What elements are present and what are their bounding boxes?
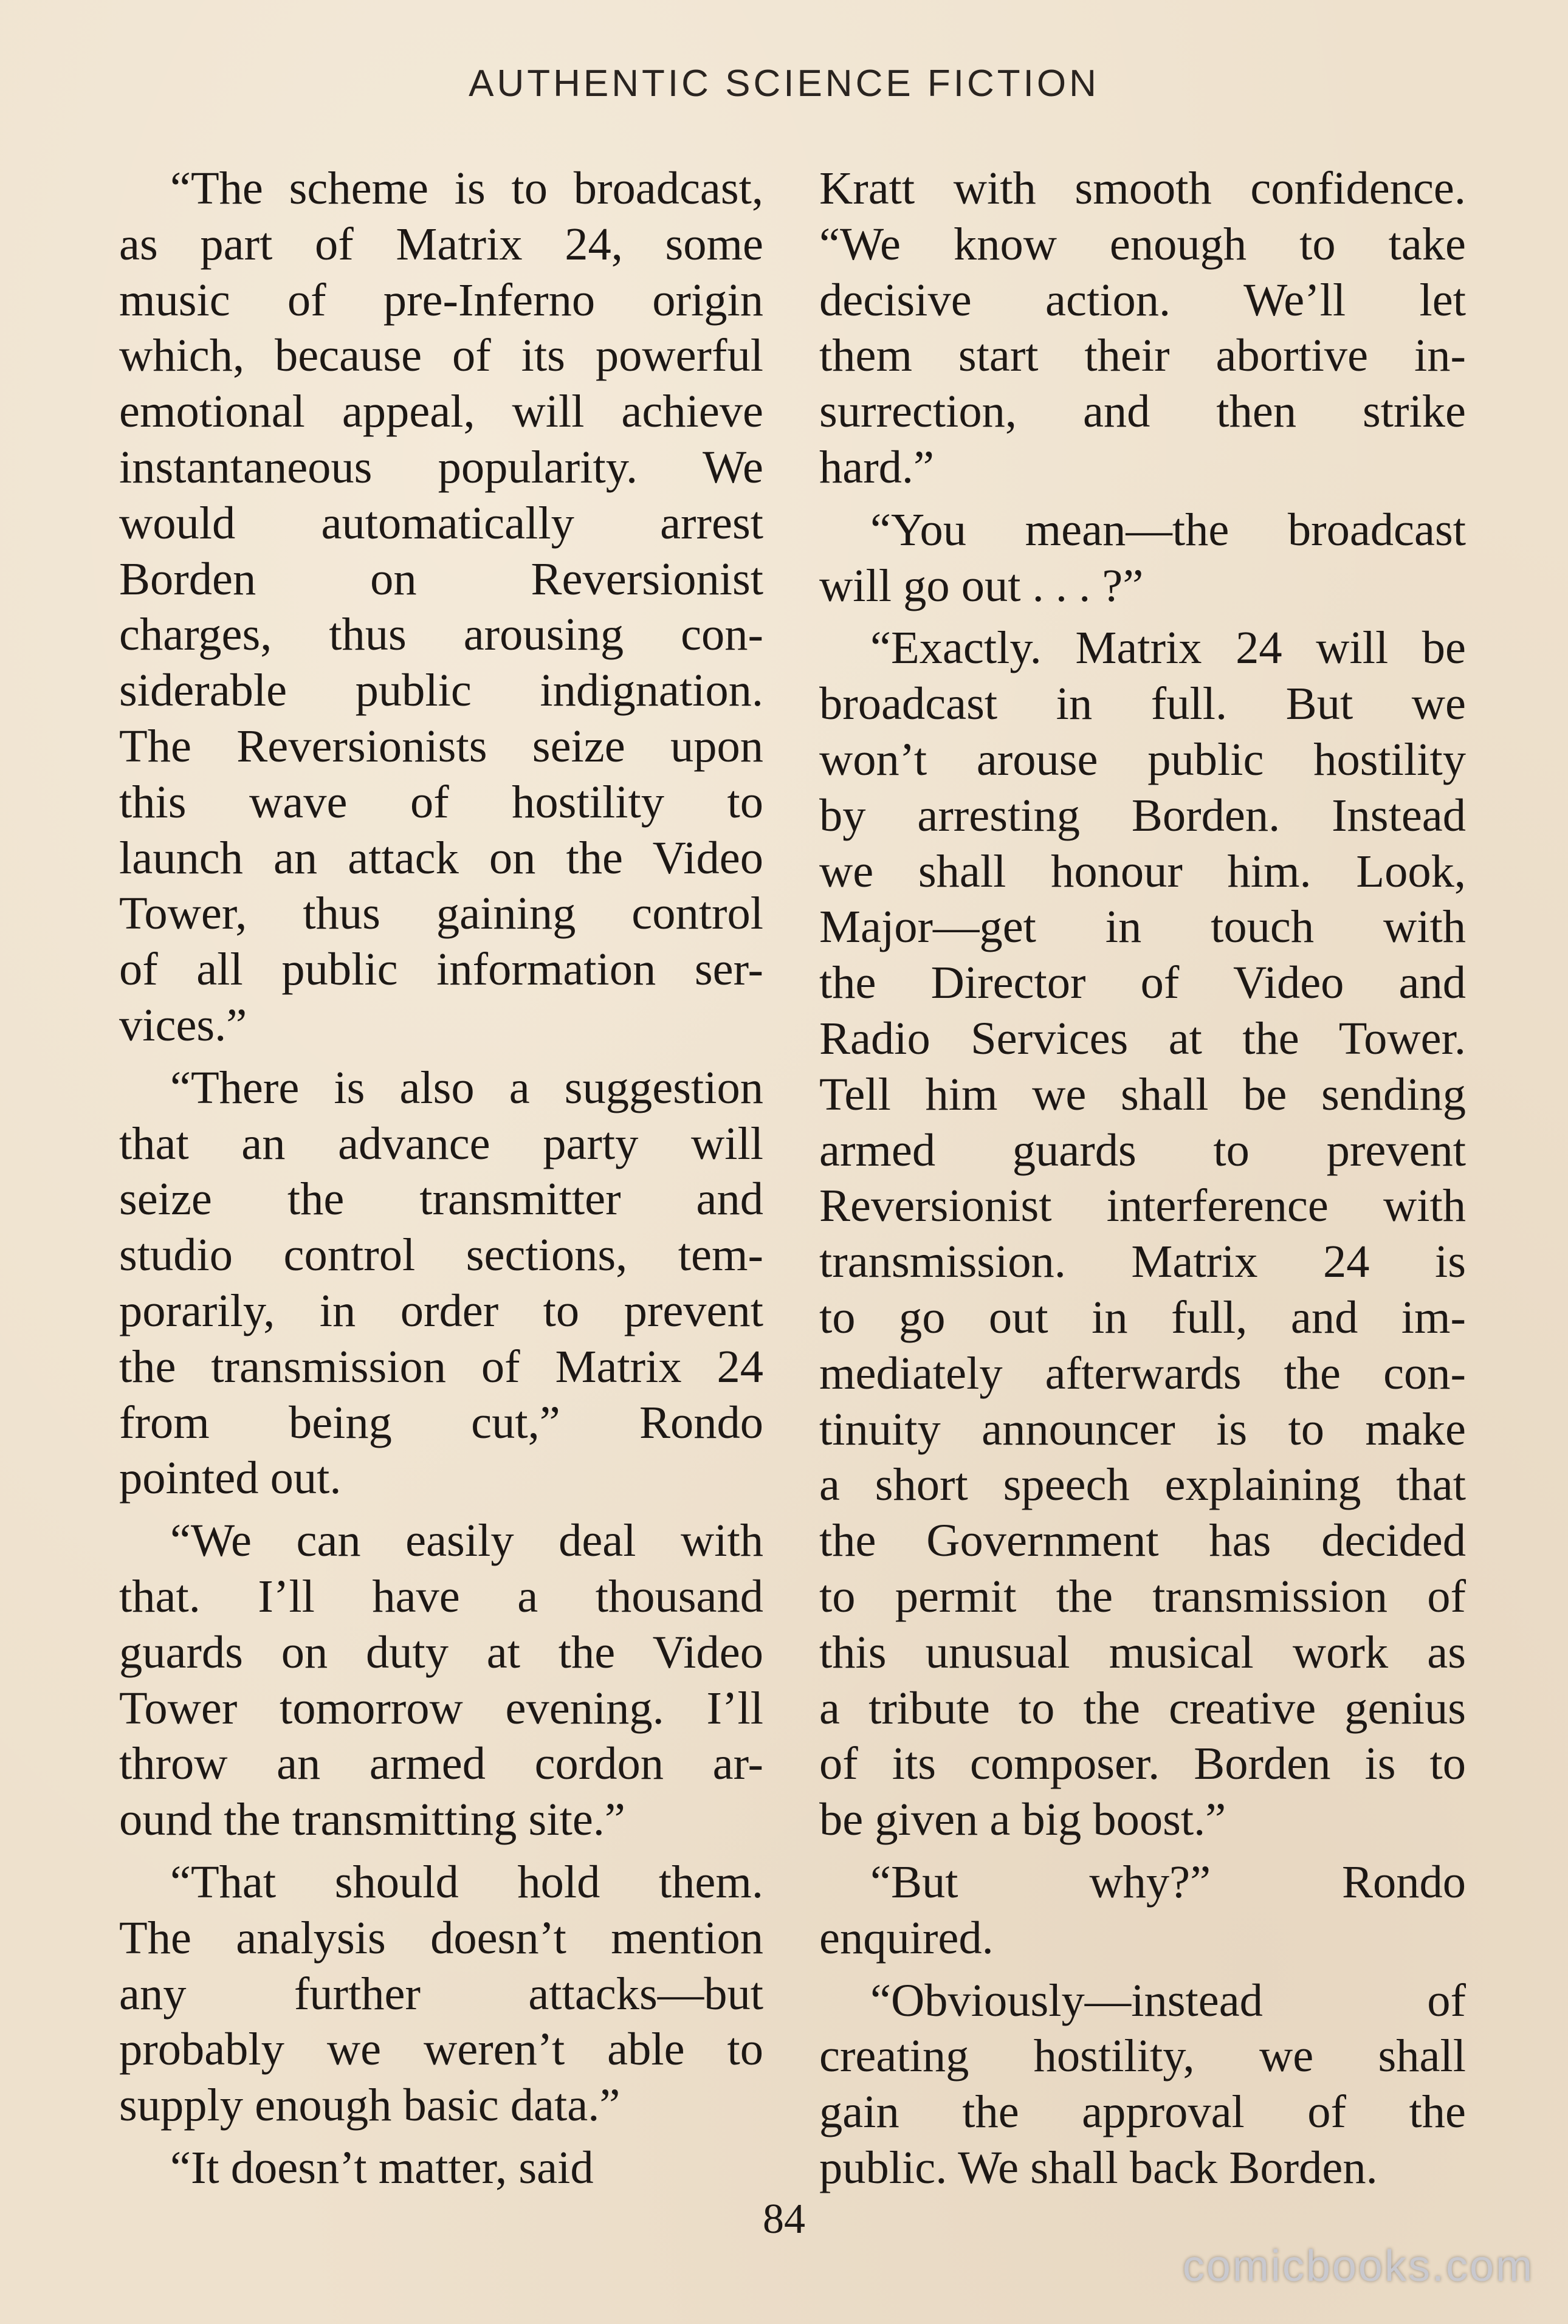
text-line: instantaneous popularity. We [119,441,763,493]
paragraph-gap [819,495,1466,502]
text-line: which, because of its powerful [119,329,763,382]
text-line: the Director of Video and [819,957,1466,1009]
text-line: ound the transmitting site.” [119,1793,625,1846]
text-line: to go out in full, and im- [819,1291,1466,1343]
text-line: decisive action. We’ll let [819,273,1466,326]
text-line: The analysis doesn’t mention [119,1911,763,1964]
text-line: hard.” [819,441,935,493]
text-line: tinuity announcer is to make [819,1403,1466,1455]
text-line: this unusual musical work as [819,1626,1466,1678]
text-line: by arresting Borden. Instead [819,789,1466,841]
text-line: public. We shall back Borden. [819,2141,1378,2193]
text-line: Tower, thus gaining control [119,887,763,940]
text-line: music of pre-Inferno origin [119,273,763,326]
text-line: Kratt with smooth confidence. [819,162,1466,214]
text-line: “We can easily deal with [170,1514,763,1567]
text-line: Tell him we shall be sending [819,1068,1466,1120]
text-line: porarily, in order to prevent [119,1284,763,1336]
paragraph-gap [119,1053,763,1060]
text-line: creating hostility, we shall [819,2030,1466,2082]
text-line: “That should hold them. [170,1855,763,1908]
text-line: The Reversionists seize upon [119,720,763,772]
text-line: “It doesn’t matter, said [170,2141,594,2193]
running-header: AUTHENTIC SCIENCE FICTION [469,63,1099,105]
text-line: “There is also a suggestion [170,1061,763,1113]
text-line: will go out . . . ?” [819,559,1144,611]
text-line: “The scheme is to broadcast, [170,162,763,214]
text-line: surrection, and then strike [819,385,1466,438]
text-line: as part of Matrix 24, some [119,218,763,270]
text-line: a tribute to the creative genius [819,1682,1466,1734]
text-line: enquired. [819,1911,994,1964]
text-line: studio control sections, tem- [119,1229,763,1281]
page-number: 84 [763,2196,805,2243]
text-line: supply enough basic data.” [119,2079,621,2131]
text-column-right [819,160,1466,2196]
text-line: that an advance party will [119,1117,763,1169]
text-line: probably we weren’t able to [119,2023,763,2075]
text-column-left [119,160,763,2196]
text-line: of all public information ser- [119,943,763,995]
text-line: the Government has decided [819,1514,1466,1567]
text-line: “We know enough to take [819,218,1466,270]
text-line: we shall honour him. Look, [819,845,1466,897]
text-line: a short speech explaining that [819,1459,1466,1511]
text-line: any further attacks—but [119,1967,763,2020]
text-line: Major—get in touch with [819,901,1466,953]
text-line: Borden on Reversionist [119,552,763,605]
text-line: of its composer. Borden is to [819,1738,1466,1790]
text-line: the transmission of Matrix 24 [119,1340,763,1392]
text-line: Radio Services at the Tower. [819,1012,1466,1064]
text-line: “Obviously—instead of [870,1974,1466,2026]
paragraph-gap [819,1848,1466,1854]
text-line: vices.” [119,999,247,1051]
text-line: siderable public indignation. [119,664,763,717]
watermark: comicbooks.com [1182,2242,1534,2291]
text-line: be given a big boost.” [819,1793,1226,1846]
text-line: broadcast in full. But we [819,678,1466,730]
paragraph-gap [119,1506,763,1513]
text-line: won’t arouse public hostility [819,733,1466,785]
text-line: “But why?” Rondo [870,1855,1466,1908]
paragraph-gap [819,613,1466,620]
text-line: them start their abortive in- [819,329,1466,382]
text-line: from being cut,” Rondo [119,1396,763,1448]
text-line: that. I’ll have a thousand [119,1570,763,1622]
text-line: charges, thus arousing con- [119,608,763,661]
text-line: “Exactly. Matrix 24 will be [870,622,1466,674]
text-line: transmission. Matrix 24 is [819,1236,1466,1288]
text-line: throw an armed cordon ar- [119,1738,763,1790]
text-line: mediately afterwards the con- [819,1347,1466,1399]
text-line: gain the approval of the [819,2086,1466,2138]
text-line: this wave of hostility to [119,775,763,828]
text-line: armed guards to prevent [819,1124,1466,1176]
text-line: launch an attack on the Video [119,831,763,884]
text-line: to permit the transmission of [819,1570,1466,1622]
text-line: pointed out. [119,1452,342,1504]
text-line: emotional appeal, will achieve [119,385,763,438]
text-line: Reversionist interference with [819,1180,1466,1232]
text-line: Tower tomorrow evening. I’ll [119,1682,763,1734]
paragraph-gap [819,1966,1466,1973]
text-line: “You mean—the broadcast [870,503,1466,555]
paragraph-gap [119,2133,763,2140]
text-line: guards on duty at the Video [119,1626,763,1678]
text-line: seize the transmitter and [119,1173,763,1225]
paragraph-gap [119,1848,763,1854]
text-line: would automatically arrest [119,497,763,549]
